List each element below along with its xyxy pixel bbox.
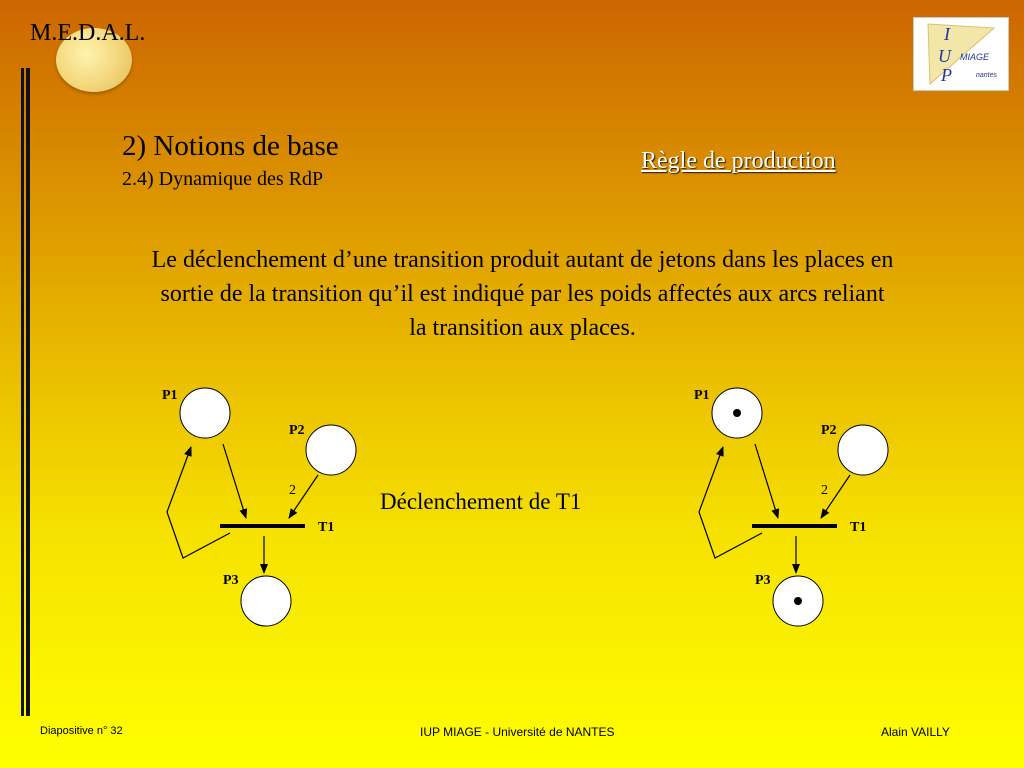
place-p1 <box>180 388 230 438</box>
logo-letter-p: P <box>941 65 952 85</box>
arc-weight-label: 2 <box>821 483 828 498</box>
place-p3 <box>241 576 291 626</box>
transition-label-t1: T1 <box>850 520 867 535</box>
arc-t1-p1 <box>699 447 762 558</box>
logo-letter-u: U <box>938 46 951 66</box>
logo-word-nantes: nantes <box>976 72 998 79</box>
firing-caption: Déclenchement de T1 <box>380 489 582 514</box>
place-p2 <box>838 425 888 475</box>
place-label-p1: P1 <box>694 388 710 403</box>
footer-institution: IUP MIAGE - Université de NANTES <box>420 725 615 739</box>
arc-p1-t1 <box>755 444 778 518</box>
token <box>794 597 802 605</box>
rule-title: Règle de production <box>641 148 836 174</box>
place-label-p3: P3 <box>223 573 239 588</box>
logo-letter-i: I <box>944 24 950 44</box>
place-label-p2: P2 <box>289 423 305 438</box>
body-text: Le déclenchement d’une transition produit autant de jetons dans les places en sortie de la transition qu’il est indiqué par les poids affectés aux arcs reliant la transition aux places. <box>151 247 894 341</box>
petri-net-after <box>694 388 888 626</box>
transition-label-t1: T1 <box>318 520 335 535</box>
petri-net-before <box>162 388 356 626</box>
section-subtitle: 2.4) Dynamique des RdP <box>122 168 324 190</box>
token <box>733 409 741 417</box>
footer-author: Alain VAILLY <box>881 725 950 739</box>
arc-t1-p1 <box>167 447 230 558</box>
place-p2 <box>306 425 356 475</box>
logo-word-miage: MIAGE <box>960 52 990 62</box>
medal-title: M.E.D.A.L. <box>30 20 146 46</box>
arc-weight-label: 2 <box>289 483 296 498</box>
arc-p1-t1 <box>223 444 246 518</box>
place-label-p1: P1 <box>162 388 178 403</box>
place-label-p2: P2 <box>821 423 837 438</box>
slide-number: Diapositive n° 32 <box>40 725 123 737</box>
place-label-p3: P3 <box>755 573 771 588</box>
section-title: 2) Notions de base <box>122 130 339 162</box>
